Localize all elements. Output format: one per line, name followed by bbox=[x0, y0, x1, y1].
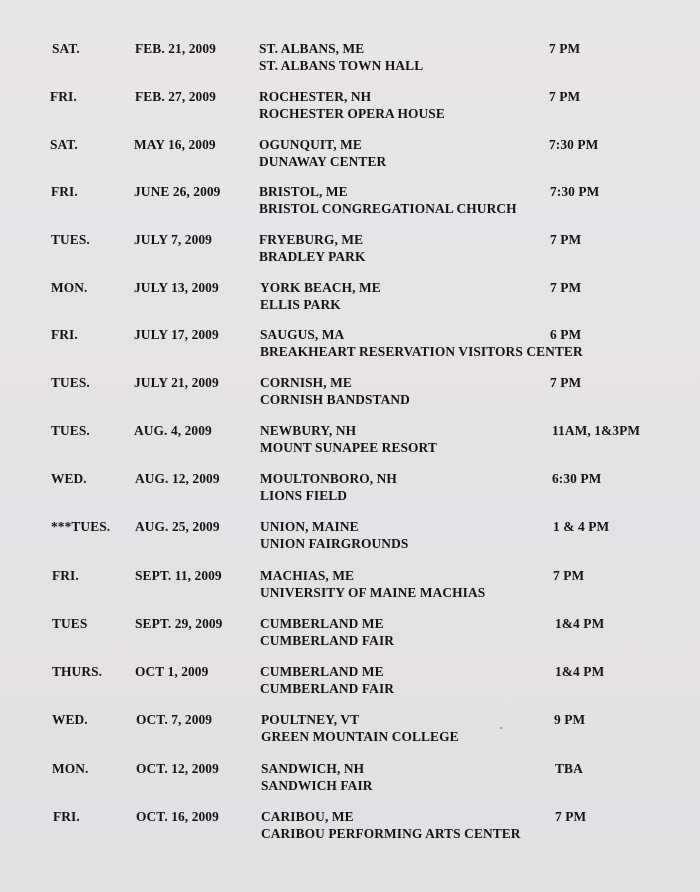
event-day: FRI. bbox=[50, 89, 77, 104]
event-day: SAT. bbox=[52, 41, 80, 56]
event-venue: UNION FAIRGROUNDS bbox=[260, 536, 409, 551]
schedule-row bbox=[0, 89, 700, 129]
event-venue: UNIVERSITY OF MAINE MACHIAS bbox=[260, 585, 486, 600]
event-venue: ELLIS PARK bbox=[260, 297, 341, 312]
event-venue: ROCHESTER OPERA HOUSE bbox=[259, 106, 445, 121]
event-date: SEPT. 29, 2009 bbox=[135, 616, 223, 631]
schedule-row bbox=[0, 616, 700, 656]
event-venue: MOUNT SUNAPEE RESORT bbox=[260, 440, 437, 455]
event-day: FRI. bbox=[53, 809, 80, 824]
event-day: TUES. bbox=[51, 375, 90, 390]
event-time: 6:30 PM bbox=[552, 471, 602, 486]
event-day: TUES bbox=[52, 616, 88, 631]
event-place: SAUGUS, MA bbox=[260, 327, 345, 342]
schedule-row bbox=[0, 41, 700, 81]
event-day: ***TUES. bbox=[51, 519, 111, 534]
event-venue: LIONS FIELD bbox=[260, 488, 348, 503]
schedule-row bbox=[0, 471, 700, 511]
event-date: SEPT. 11, 2009 bbox=[135, 568, 222, 583]
event-day: MON. bbox=[52, 761, 89, 776]
event-place: YORK BEACH, ME bbox=[260, 280, 381, 295]
schedule-row bbox=[0, 423, 700, 463]
event-venue: CUMBERLAND FAIR bbox=[260, 681, 395, 696]
event-venue: CARIBOU PERFORMING ARTS CENTER bbox=[261, 826, 521, 841]
paper-speck bbox=[500, 727, 502, 729]
event-date: AUG. 25, 2009 bbox=[135, 519, 220, 534]
schedule-row bbox=[0, 280, 700, 320]
event-day: SAT. bbox=[50, 137, 78, 152]
event-venue: GREEN MOUNTAIN COLLEGE bbox=[261, 729, 459, 744]
schedule-row bbox=[0, 184, 700, 224]
event-place: SANDWICH, NH bbox=[261, 761, 365, 776]
event-date: OCT. 16, 2009 bbox=[136, 809, 219, 824]
event-time: 7 PM bbox=[555, 809, 587, 824]
event-date: AUG. 4, 2009 bbox=[134, 423, 212, 438]
event-time: 7 PM bbox=[549, 89, 581, 104]
event-time: 7 PM bbox=[550, 280, 582, 295]
event-date: JUNE 26, 2009 bbox=[134, 184, 221, 199]
event-time: 6 PM bbox=[550, 327, 582, 342]
event-time: 7 PM bbox=[550, 232, 582, 247]
event-place: MACHIAS, ME bbox=[260, 568, 355, 583]
event-time: 1&4 PM bbox=[555, 664, 605, 679]
event-time: 7 PM bbox=[549, 41, 581, 56]
event-place: ST. ALBANS, ME bbox=[259, 41, 365, 56]
event-time: 7:30 PM bbox=[550, 184, 600, 199]
event-day: MON. bbox=[51, 280, 88, 295]
event-place: CORNISH, ME bbox=[260, 375, 352, 390]
schedule-row bbox=[0, 519, 700, 559]
schedule-row bbox=[0, 327, 700, 367]
event-venue: DUNAWAY CENTER bbox=[259, 154, 387, 169]
event-place: NEWBURY, NH bbox=[260, 423, 357, 438]
event-time: 11AM, 1&3PM bbox=[552, 423, 641, 438]
event-date: JULY 17, 2009 bbox=[134, 327, 219, 342]
event-venue: CORNISH BANDSTAND bbox=[260, 392, 410, 407]
event-venue: ST. ALBANS TOWN HALL bbox=[259, 58, 424, 73]
event-place: CUMBERLAND ME bbox=[260, 664, 384, 679]
event-venue: SANDWICH FAIR bbox=[261, 778, 373, 793]
event-day: TUES. bbox=[51, 232, 90, 247]
event-date: FEB. 21, 2009 bbox=[135, 41, 216, 56]
schedule-row bbox=[0, 232, 700, 272]
event-date: OCT 1, 2009 bbox=[135, 664, 209, 679]
event-place: BRISTOL, ME bbox=[259, 184, 348, 199]
event-place: ROCHESTER, NH bbox=[259, 89, 372, 104]
event-time: 7:30 PM bbox=[549, 137, 599, 152]
event-date: JULY 21, 2009 bbox=[134, 375, 219, 390]
event-day: FRI. bbox=[51, 327, 78, 342]
schedule-row bbox=[0, 664, 700, 704]
event-date: OCT. 7, 2009 bbox=[136, 712, 213, 727]
event-day: TUES. bbox=[51, 423, 90, 438]
event-time: 7 PM bbox=[550, 375, 582, 390]
event-date: AUG. 12, 2009 bbox=[135, 471, 220, 486]
schedule-row bbox=[0, 375, 700, 415]
event-time: 1&4 PM bbox=[555, 616, 605, 631]
schedule-row bbox=[0, 568, 700, 608]
schedule-row bbox=[0, 712, 700, 752]
event-date: JULY 7, 2009 bbox=[134, 232, 212, 247]
event-date: JULY 13, 2009 bbox=[134, 280, 219, 295]
event-venue: BRADLEY PARK bbox=[259, 249, 366, 264]
event-date: MAY 16, 2009 bbox=[134, 137, 216, 152]
event-time: 9 PM bbox=[554, 712, 586, 727]
event-time: 1 & 4 PM bbox=[553, 519, 610, 534]
event-date: FEB. 27, 2009 bbox=[135, 89, 216, 104]
event-place: OGUNQUIT, ME bbox=[259, 137, 362, 152]
event-venue: BRISTOL CONGREGATIONAL CHURCH bbox=[259, 201, 517, 216]
event-day: FRI. bbox=[51, 184, 78, 199]
event-place: UNION, MAINE bbox=[260, 519, 359, 534]
event-day: FRI. bbox=[52, 568, 79, 583]
event-day: WED. bbox=[51, 471, 87, 486]
event-venue: CUMBERLAND FAIR bbox=[260, 633, 395, 648]
event-venue: BREAKHEART RESERVATION VISITORS CENTER bbox=[260, 344, 583, 359]
schedule-row bbox=[0, 809, 700, 849]
event-time: 7 PM bbox=[553, 568, 585, 583]
event-day: WED. bbox=[52, 712, 88, 727]
event-place: MOULTONBORO, NH bbox=[260, 471, 397, 486]
event-date: OCT. 12, 2009 bbox=[136, 761, 219, 776]
event-time: TBA bbox=[555, 761, 583, 776]
event-place: POULTNEY, VT bbox=[261, 712, 360, 727]
event-place: CARIBOU, ME bbox=[261, 809, 354, 824]
schedule-row bbox=[0, 761, 700, 801]
event-day: THURS. bbox=[52, 664, 103, 679]
event-place: CUMBERLAND ME bbox=[260, 616, 384, 631]
schedule-row bbox=[0, 137, 700, 177]
event-place: FRYEBURG, ME bbox=[259, 232, 364, 247]
